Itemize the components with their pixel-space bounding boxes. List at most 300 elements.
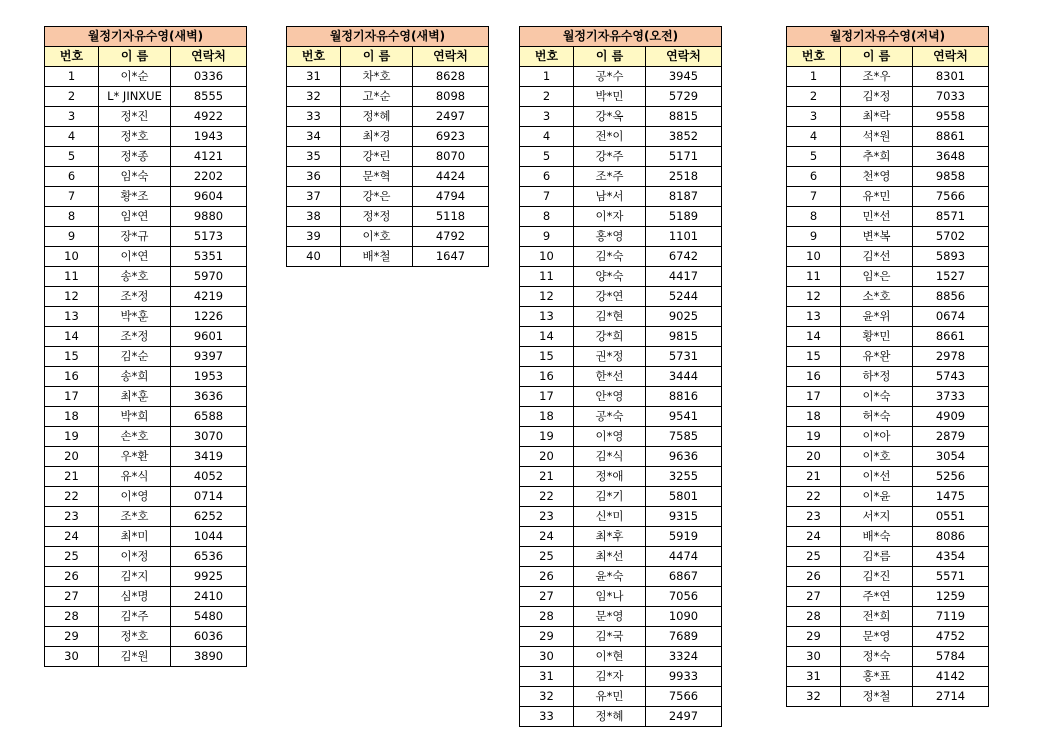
cell-number: 27 bbox=[787, 587, 841, 607]
cell-contact: 7056 bbox=[646, 587, 722, 607]
cell-name: 서*지 bbox=[841, 507, 913, 527]
table-row bbox=[45, 567, 247, 587]
table-row bbox=[520, 247, 722, 267]
table-row bbox=[45, 607, 247, 627]
cell-contact: 8187 bbox=[646, 187, 722, 207]
cell-contact: 7585 bbox=[646, 427, 722, 447]
header-contact: 연락처 bbox=[171, 47, 247, 67]
cell-number: 24 bbox=[520, 527, 574, 547]
table-row bbox=[520, 207, 722, 227]
cell-contact: 5702 bbox=[913, 227, 989, 247]
cell-number: 5 bbox=[787, 147, 841, 167]
cell-name: 정*혜 bbox=[574, 707, 646, 727]
cell-number: 33 bbox=[287, 107, 341, 127]
header-name: 이 름 bbox=[99, 47, 171, 67]
table-row bbox=[787, 107, 989, 127]
cell-number: 31 bbox=[287, 67, 341, 87]
cell-name: 정*종 bbox=[99, 147, 171, 167]
table-row bbox=[787, 567, 989, 587]
table-row bbox=[45, 147, 247, 167]
table-row bbox=[520, 267, 722, 287]
cell-number: 2 bbox=[520, 87, 574, 107]
cell-number: 4 bbox=[520, 127, 574, 147]
cell-number: 9 bbox=[787, 227, 841, 247]
cell-number: 24 bbox=[787, 527, 841, 547]
cell-number: 9 bbox=[45, 227, 99, 247]
cell-contact: 5244 bbox=[646, 287, 722, 307]
table-row bbox=[787, 287, 989, 307]
cell-contact: 2714 bbox=[913, 687, 989, 707]
table-row bbox=[787, 67, 989, 87]
cell-contact: 1647 bbox=[413, 247, 489, 267]
table-row bbox=[45, 167, 247, 187]
cell-contact: 3070 bbox=[171, 427, 247, 447]
cell-contact: 3733 bbox=[913, 387, 989, 407]
cell-name: 정*정 bbox=[341, 207, 413, 227]
cell-contact: 8555 bbox=[171, 87, 247, 107]
cell-number: 26 bbox=[787, 567, 841, 587]
table-row bbox=[520, 687, 722, 707]
cell-name: 이*선 bbox=[841, 467, 913, 487]
cell-number: 15 bbox=[45, 347, 99, 367]
cell-number: 17 bbox=[45, 387, 99, 407]
cell-number: 39 bbox=[287, 227, 341, 247]
cell-name: 이*윤 bbox=[841, 487, 913, 507]
cell-number: 24 bbox=[45, 527, 99, 547]
cell-contact: 0714 bbox=[171, 487, 247, 507]
cell-number: 27 bbox=[520, 587, 574, 607]
cell-number: 14 bbox=[520, 327, 574, 347]
cell-number: 11 bbox=[787, 267, 841, 287]
cell-contact: 1090 bbox=[646, 607, 722, 627]
table-title: 월정기자유수영(새벽) bbox=[287, 27, 489, 47]
cell-contact: 7033 bbox=[913, 87, 989, 107]
table-row bbox=[45, 227, 247, 247]
table-row bbox=[787, 227, 989, 247]
cell-number: 8 bbox=[787, 207, 841, 227]
cell-name: 정*진 bbox=[99, 107, 171, 127]
table-row bbox=[520, 127, 722, 147]
cell-name: 우*환 bbox=[99, 447, 171, 467]
table-row bbox=[45, 367, 247, 387]
table-row bbox=[787, 327, 989, 347]
cell-name: 주*연 bbox=[841, 587, 913, 607]
cell-number: 8 bbox=[45, 207, 99, 227]
cell-contact: 4474 bbox=[646, 547, 722, 567]
cell-number: 6 bbox=[787, 167, 841, 187]
header-number: 번호 bbox=[787, 47, 841, 67]
cell-contact: 5743 bbox=[913, 367, 989, 387]
table-row bbox=[45, 427, 247, 447]
header-number: 번호 bbox=[520, 47, 574, 67]
table-row bbox=[520, 567, 722, 587]
cell-name: 강*은 bbox=[341, 187, 413, 207]
cell-number: 36 bbox=[287, 167, 341, 187]
cell-number: 38 bbox=[287, 207, 341, 227]
cell-number: 2 bbox=[45, 87, 99, 107]
cell-number: 29 bbox=[520, 627, 574, 647]
table-row bbox=[787, 547, 989, 567]
roster-table-evening bbox=[786, 26, 989, 707]
cell-contact: 3054 bbox=[913, 447, 989, 467]
cell-contact: 8571 bbox=[913, 207, 989, 227]
cell-contact: 1953 bbox=[171, 367, 247, 387]
table-row bbox=[520, 107, 722, 127]
cell-number: 15 bbox=[520, 347, 574, 367]
cell-name: 이*영 bbox=[99, 487, 171, 507]
cell-name: 송*호 bbox=[99, 267, 171, 287]
cell-number: 12 bbox=[45, 287, 99, 307]
table-row bbox=[520, 87, 722, 107]
header-contact: 연락처 bbox=[913, 47, 989, 67]
cell-contact: 5256 bbox=[913, 467, 989, 487]
cell-number: 22 bbox=[520, 487, 574, 507]
header-name: 이 름 bbox=[841, 47, 913, 67]
cell-contact: 3444 bbox=[646, 367, 722, 387]
cell-number: 16 bbox=[520, 367, 574, 387]
cell-name: 최*훈 bbox=[99, 387, 171, 407]
cell-contact: 5893 bbox=[913, 247, 989, 267]
cell-name: 문*혁 bbox=[341, 167, 413, 187]
table-row bbox=[520, 427, 722, 447]
table-row bbox=[787, 647, 989, 667]
cell-name: 김*지 bbox=[99, 567, 171, 587]
cell-number: 1 bbox=[787, 67, 841, 87]
cell-contact: 7119 bbox=[913, 607, 989, 627]
cell-contact: 1259 bbox=[913, 587, 989, 607]
cell-contact: 9880 bbox=[171, 207, 247, 227]
table-row bbox=[787, 487, 989, 507]
cell-name: 송*희 bbox=[99, 367, 171, 387]
cell-contact: 5571 bbox=[913, 567, 989, 587]
cell-number: 7 bbox=[787, 187, 841, 207]
cell-name: 정*호 bbox=[99, 127, 171, 147]
cell-contact: 0551 bbox=[913, 507, 989, 527]
cell-contact: 3945 bbox=[646, 67, 722, 87]
cell-number: 25 bbox=[45, 547, 99, 567]
header-contact: 연락처 bbox=[646, 47, 722, 67]
cell-name: 권*정 bbox=[574, 347, 646, 367]
cell-contact: 4052 bbox=[171, 467, 247, 487]
cell-name: 추*희 bbox=[841, 147, 913, 167]
cell-name: 조*정 bbox=[99, 287, 171, 307]
cell-contact: 3890 bbox=[171, 647, 247, 667]
cell-contact: 5173 bbox=[171, 227, 247, 247]
table-row bbox=[45, 547, 247, 567]
table-row bbox=[45, 107, 247, 127]
cell-contact: 9925 bbox=[171, 567, 247, 587]
cell-name: 최*선 bbox=[574, 547, 646, 567]
table-row bbox=[520, 407, 722, 427]
cell-name: 김*기 bbox=[574, 487, 646, 507]
cell-contact: 5480 bbox=[171, 607, 247, 627]
cell-name: 이*호 bbox=[841, 447, 913, 467]
table-row bbox=[287, 247, 489, 267]
cell-number: 20 bbox=[520, 447, 574, 467]
cell-name: 최*경 bbox=[341, 127, 413, 147]
cell-name: 정*호 bbox=[99, 627, 171, 647]
table-row bbox=[45, 127, 247, 147]
cell-number: 21 bbox=[45, 467, 99, 487]
table-row bbox=[520, 347, 722, 367]
table-row bbox=[787, 127, 989, 147]
cell-name: 홍*표 bbox=[841, 667, 913, 687]
cell-contact: 6867 bbox=[646, 567, 722, 587]
cell-name: 소*호 bbox=[841, 287, 913, 307]
table-row bbox=[520, 627, 722, 647]
cell-name: 홍*영 bbox=[574, 227, 646, 247]
table-row bbox=[520, 227, 722, 247]
cell-contact: 9604 bbox=[171, 187, 247, 207]
cell-number: 8 bbox=[520, 207, 574, 227]
table-row bbox=[787, 387, 989, 407]
cell-contact: 5801 bbox=[646, 487, 722, 507]
cell-name: 양*숙 bbox=[574, 267, 646, 287]
cell-name: 문*영 bbox=[574, 607, 646, 627]
cell-number: 6 bbox=[45, 167, 99, 187]
cell-contact: 6588 bbox=[171, 407, 247, 427]
cell-name: 정*혜 bbox=[341, 107, 413, 127]
cell-contact: 9636 bbox=[646, 447, 722, 467]
table-row bbox=[45, 407, 247, 427]
cell-contact: 6536 bbox=[171, 547, 247, 567]
table-row bbox=[520, 187, 722, 207]
cell-name: 강*연 bbox=[574, 287, 646, 307]
cell-number: 2 bbox=[787, 87, 841, 107]
cell-name: 이*연 bbox=[99, 247, 171, 267]
cell-number: 25 bbox=[520, 547, 574, 567]
cell-contact: 8661 bbox=[913, 327, 989, 347]
table-row bbox=[287, 167, 489, 187]
cell-contact: 3324 bbox=[646, 647, 722, 667]
cell-contact: 4794 bbox=[413, 187, 489, 207]
table-row bbox=[520, 587, 722, 607]
cell-number: 5 bbox=[520, 147, 574, 167]
cell-number: 31 bbox=[787, 667, 841, 687]
cell-name: 강*주 bbox=[574, 147, 646, 167]
header-row bbox=[787, 47, 989, 67]
cell-number: 15 bbox=[787, 347, 841, 367]
table-row bbox=[787, 167, 989, 187]
table-row bbox=[787, 367, 989, 387]
table-row bbox=[45, 387, 247, 407]
cell-number: 20 bbox=[45, 447, 99, 467]
cell-name: 손*호 bbox=[99, 427, 171, 447]
cell-contact: 2518 bbox=[646, 167, 722, 187]
cell-contact: 9858 bbox=[913, 167, 989, 187]
cell-number: 10 bbox=[787, 247, 841, 267]
header-name: 이 름 bbox=[574, 47, 646, 67]
table-title: 월정기자유수영(저녁) bbox=[787, 27, 989, 47]
cell-contact: 0674 bbox=[913, 307, 989, 327]
cell-number: 23 bbox=[520, 507, 574, 527]
header-row bbox=[45, 47, 247, 67]
table-title: 월정기자유수영(오전) bbox=[520, 27, 722, 47]
cell-name: 안*영 bbox=[574, 387, 646, 407]
cell-name: L* JINXUE bbox=[99, 87, 171, 107]
cell-name: 신*미 bbox=[574, 507, 646, 527]
cell-contact: 4219 bbox=[171, 287, 247, 307]
cell-name: 장*규 bbox=[99, 227, 171, 247]
cell-contact: 1475 bbox=[913, 487, 989, 507]
cell-name: 유*완 bbox=[841, 347, 913, 367]
cell-name: 조*우 bbox=[841, 67, 913, 87]
cell-contact: 9397 bbox=[171, 347, 247, 367]
table-row bbox=[520, 327, 722, 347]
table-row bbox=[787, 627, 989, 647]
cell-contact: 3636 bbox=[171, 387, 247, 407]
table-row bbox=[787, 267, 989, 287]
cell-number: 23 bbox=[787, 507, 841, 527]
cell-number: 7 bbox=[520, 187, 574, 207]
table-title: 월정기자유수영(새벽) bbox=[45, 27, 247, 47]
cell-number: 25 bbox=[787, 547, 841, 567]
cell-contact: 4417 bbox=[646, 267, 722, 287]
table-row bbox=[787, 147, 989, 167]
cell-contact: 4142 bbox=[913, 667, 989, 687]
table-row bbox=[787, 347, 989, 367]
cell-name: 유*식 bbox=[99, 467, 171, 487]
cell-name: 이*현 bbox=[574, 647, 646, 667]
cell-name: 김*름 bbox=[841, 547, 913, 567]
header-number: 번호 bbox=[287, 47, 341, 67]
cell-contact: 9315 bbox=[646, 507, 722, 527]
cell-contact: 8816 bbox=[646, 387, 722, 407]
cell-contact: 8301 bbox=[913, 67, 989, 87]
table-row bbox=[787, 467, 989, 487]
table-row bbox=[287, 187, 489, 207]
header-contact: 연락처 bbox=[413, 47, 489, 67]
cell-number: 29 bbox=[45, 627, 99, 647]
cell-number: 29 bbox=[787, 627, 841, 647]
cell-name: 문*영 bbox=[841, 627, 913, 647]
table-row bbox=[787, 507, 989, 527]
cell-number: 37 bbox=[287, 187, 341, 207]
table-row bbox=[520, 667, 722, 687]
cell-number: 10 bbox=[520, 247, 574, 267]
cell-name: 김*식 bbox=[574, 447, 646, 467]
cell-number: 34 bbox=[287, 127, 341, 147]
cell-number: 17 bbox=[787, 387, 841, 407]
cell-contact: 5784 bbox=[913, 647, 989, 667]
cell-number: 18 bbox=[45, 407, 99, 427]
table-row bbox=[787, 307, 989, 327]
cell-contact: 9541 bbox=[646, 407, 722, 427]
cell-contact: 5731 bbox=[646, 347, 722, 367]
cell-contact: 6036 bbox=[171, 627, 247, 647]
cell-contact: 7566 bbox=[646, 687, 722, 707]
cell-number: 16 bbox=[45, 367, 99, 387]
table-row bbox=[787, 607, 989, 627]
cell-contact: 5729 bbox=[646, 87, 722, 107]
roster-table-dawn-1 bbox=[44, 26, 247, 667]
cell-number: 9 bbox=[520, 227, 574, 247]
cell-contact: 4909 bbox=[913, 407, 989, 427]
table-row bbox=[787, 687, 989, 707]
cell-contact: 4752 bbox=[913, 627, 989, 647]
table-row bbox=[520, 167, 722, 187]
cell-number: 1 bbox=[520, 67, 574, 87]
table-row bbox=[45, 87, 247, 107]
cell-name: 심*명 bbox=[99, 587, 171, 607]
cell-number: 19 bbox=[45, 427, 99, 447]
cell-name: 이*숙 bbox=[841, 387, 913, 407]
cell-number: 19 bbox=[787, 427, 841, 447]
table-row bbox=[45, 467, 247, 487]
cell-name: 최*후 bbox=[574, 527, 646, 547]
cell-contact: 9601 bbox=[171, 327, 247, 347]
cell-name: 이*정 bbox=[99, 547, 171, 567]
cell-name: 하*정 bbox=[841, 367, 913, 387]
cell-contact: 5118 bbox=[413, 207, 489, 227]
cell-contact: 5351 bbox=[171, 247, 247, 267]
cell-number: 33 bbox=[520, 707, 574, 727]
cell-contact: 2497 bbox=[413, 107, 489, 127]
table-row bbox=[45, 307, 247, 327]
cell-number: 10 bbox=[45, 247, 99, 267]
cell-contact: 2879 bbox=[913, 427, 989, 447]
cell-name: 조*호 bbox=[99, 507, 171, 527]
cell-contact: 2410 bbox=[171, 587, 247, 607]
cell-number: 7 bbox=[45, 187, 99, 207]
cell-name: 정*숙 bbox=[841, 647, 913, 667]
cell-name: 차*호 bbox=[341, 67, 413, 87]
cell-number: 30 bbox=[45, 647, 99, 667]
cell-name: 남*서 bbox=[574, 187, 646, 207]
cell-name: 정*애 bbox=[574, 467, 646, 487]
cell-name: 이*영 bbox=[574, 427, 646, 447]
cell-number: 21 bbox=[520, 467, 574, 487]
cell-name: 민*선 bbox=[841, 207, 913, 227]
cell-contact: 3852 bbox=[646, 127, 722, 147]
cell-contact: 8856 bbox=[913, 287, 989, 307]
cell-name: 조*주 bbox=[574, 167, 646, 187]
cell-contact: 8070 bbox=[413, 147, 489, 167]
cell-contact: 7566 bbox=[913, 187, 989, 207]
cell-contact: 8861 bbox=[913, 127, 989, 147]
table-row bbox=[45, 67, 247, 87]
roster-table-dawn-2 bbox=[286, 26, 489, 267]
cell-contact: 1226 bbox=[171, 307, 247, 327]
cell-contact: 3255 bbox=[646, 467, 722, 487]
cell-name: 김*정 bbox=[841, 87, 913, 107]
cell-name: 최*미 bbox=[99, 527, 171, 547]
table-row bbox=[45, 587, 247, 607]
cell-contact: 9025 bbox=[646, 307, 722, 327]
cell-name: 천*영 bbox=[841, 167, 913, 187]
table-row bbox=[287, 207, 489, 227]
cell-name: 김*주 bbox=[99, 607, 171, 627]
table-row bbox=[787, 207, 989, 227]
cell-name: 한*선 bbox=[574, 367, 646, 387]
cell-contact: 1044 bbox=[171, 527, 247, 547]
cell-name: 김*현 bbox=[574, 307, 646, 327]
cell-contact: 8628 bbox=[413, 67, 489, 87]
cell-number: 30 bbox=[787, 647, 841, 667]
cell-contact: 5970 bbox=[171, 267, 247, 287]
cell-number: 19 bbox=[520, 427, 574, 447]
table-row bbox=[520, 367, 722, 387]
cell-number: 30 bbox=[520, 647, 574, 667]
cell-contact: 8086 bbox=[913, 527, 989, 547]
table-row bbox=[787, 187, 989, 207]
table-row bbox=[45, 187, 247, 207]
cell-number: 1 bbox=[45, 67, 99, 87]
cell-contact: 4354 bbox=[913, 547, 989, 567]
table-row bbox=[520, 487, 722, 507]
cell-name: 김*원 bbox=[99, 647, 171, 667]
table-row bbox=[520, 287, 722, 307]
